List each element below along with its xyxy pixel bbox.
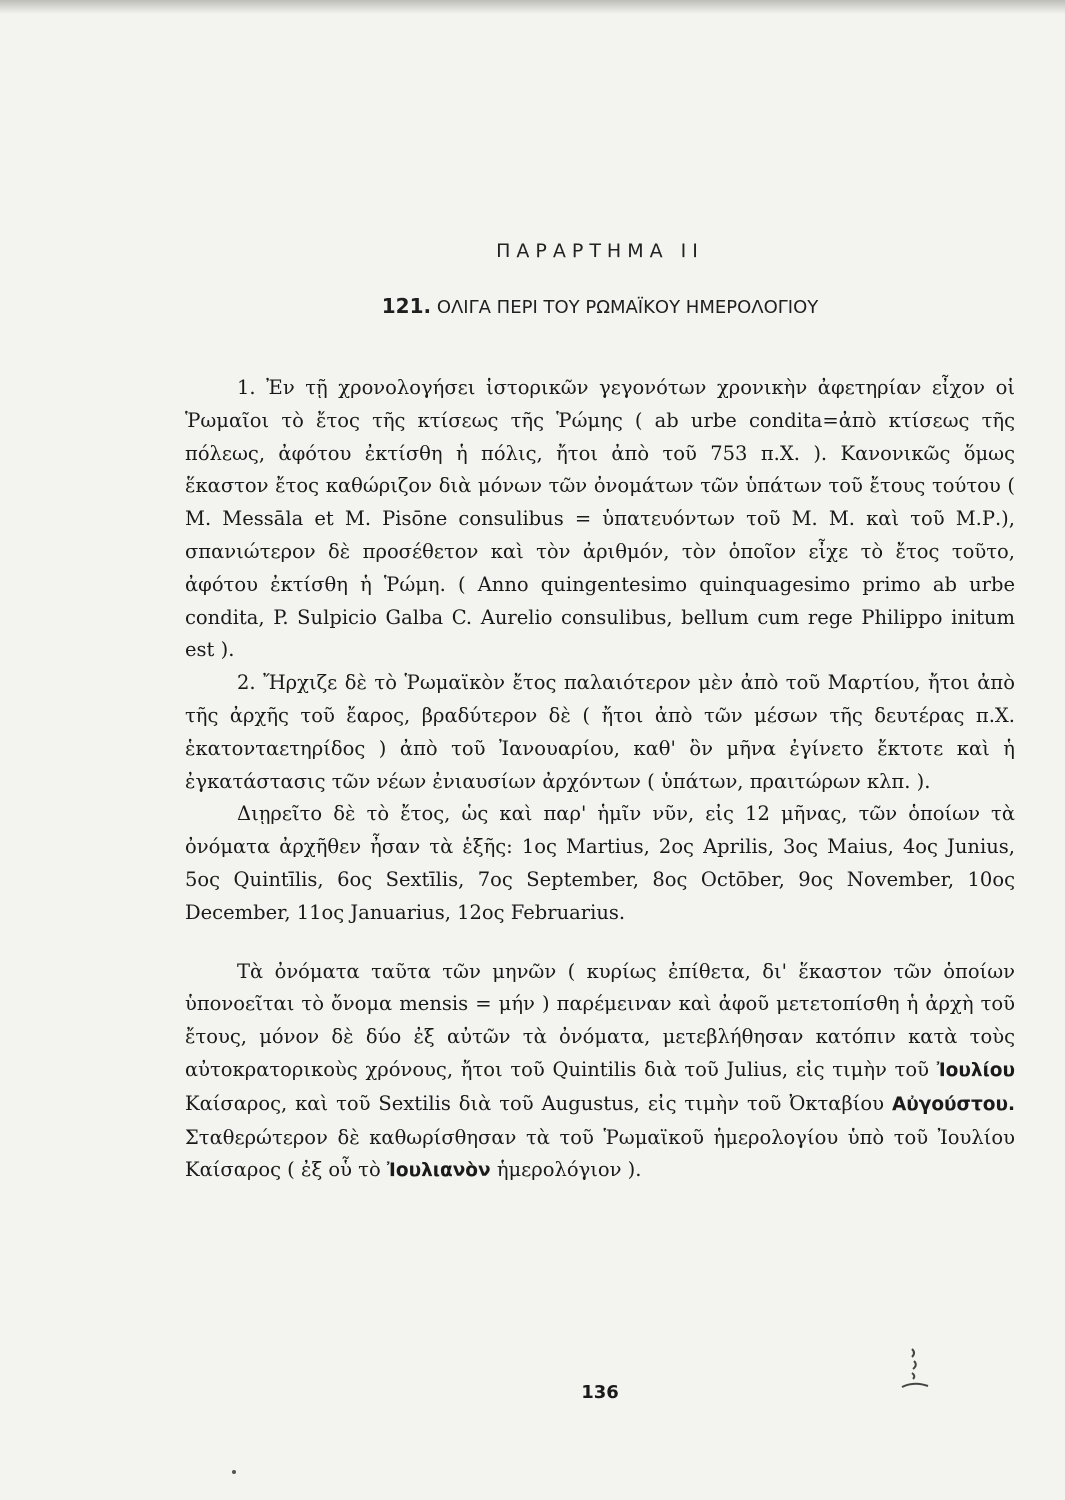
paragraph-4-text-c: Σταθερώτερον δὲ καθωρίσθησαν τὰ τοῦ Ῥωμαϊκοῦ ἡμερολογίου ὑπὸ τοῦ Ἰουλίου Καίσαρος ( ἐξ οὗ τὸ: [185, 1125, 1015, 1182]
paragraph-3: Διῃρεῖτο δὲ τὸ ἔτος, ὡς καὶ παρ' ἡμῖν νῦν, εἰς 12 μῆνας, τῶν ὁποίων τὰ ὀνόματα ἀρχῆθεν ἦσαν τὰ ἑξῆς: 1ος Martius, 2ος Aprilis, 3ος Maius, 4ος Junius, 5ος Quintīlis, 6ος Sextīlis, 7ος September, 8ος Octōber, 9ος November, 10ος December, 11ος Januarius, 12ος Februarius.: [185, 802, 1015, 924]
augustus-emphasis: Αὐγούστου.: [891, 1093, 1015, 1115]
section-number: 121.: [381, 294, 432, 318]
paragraph-4-text-b: Καίσαρος, καὶ τοῦ Sextilis διὰ τοῦ Augustus, εἰς τιμὴν τοῦ Ὀκταβίου: [185, 1091, 884, 1115]
paragraph-1: 1. Ἐν τῇ χρονολογήσει ἱστορικῶν γεγονότων χρονικὴν ἀφετηρίαν εἶχον οἱ Ῥωμαῖοι τὸ ἔτος τῆς κτίσεως τῆς Ῥώμης ( ab urbe condita=ἀπὸ κτίσεως τῆς πόλεως, ἀφότου ἐκτίσθη ἡ πόλις, ἤτοι ἀπὸ τοῦ 753 π.Χ. ). Κανονικῶς ὅμως ἕκαστον ἔτος καθώριζον διὰ μόνων τῶν ὀνομάτων τῶν ὑπάτων τοῦ ἔτους τούτου ( M. Messāla et M. Pisōne consulibus = ὑπατευόντων τοῦ Μ. Μ. καὶ τοῦ Μ.Ρ.), σπανιώτερον δὲ προσέθετον καὶ τὸν ἀριθμόν, τὸν ὁποῖον εἶχε τὸ ἔτος τοῦτο, ἀφότου ἐκτίσθη ἡ Ῥώμη. ( Anno quingentesimo quinquagesimo primo ab urbe condita, P. Sulpicio Galba C. Aurelio consulibus, bellum cum rege Philippo initum est ).: [185, 376, 1015, 662]
dot-mark: [232, 1470, 236, 1474]
paragraph-2: 2. Ἤρχιζε δὲ τὸ Ῥωμαϊκὸν ἔτος παλαιότερον μὲν ἀπὸ τοῦ Μαρτίου, ἤτοι ἀπὸ τῆς ἀρχῆς τοῦ ἔαρος, βραδύτερον δὲ ( ἤτοι ἀπὸ τῶν μέσων τῆς δευτέρας π.Χ. ἑκατονταετηρίδος ) ἀπὸ τοῦ Ἰανουαρίου, καθ' ὃν μῆνα ἐγίνετο ἔκτοτε καὶ ἡ ἐγκατάστασις τῶν νέων ἐνιαυσίων ἀρχόντων ( ὑπάτων, πραιτώρων κλπ. ).: [185, 671, 1015, 793]
ink-mark: [900, 1345, 930, 1390]
body-text: [185, 372, 1015, 1188]
paragraph-4-text-a: Τὰ ὀνόματα ταῦτα τῶν μηνῶν ( κυρίως ἐπίθετα, δι' ἕκαστον τῶν ὁποίων ὑπονοεῖται τὸ ὄνομα mensis = μήν ) παρέμειναν καὶ ἀφοῦ μετετοπίσθη ἡ ἀρχὴ τοῦ ἔτους, μόνον δὲ δύο ἐξ αὐτῶν τὰ ὀνόματα, μετεβλήθησαν κατόπιν κατὰ τοὺς αὐτοκρατορικοὺς χρόνους, ἤτοι τοῦ Quintilis διὰ τοῦ Julius, εἰς τιμὴν τοῦ: [185, 959, 1015, 1081]
julius-emphasis: Ἰουλίου: [936, 1059, 1015, 1081]
paragraph-4-text-d: ἡμερολόγιον ).: [496, 1158, 642, 1182]
appendix-title: ΠΑΡΑΡΤΗΜΑ ΙΙ: [496, 240, 704, 262]
julian-emphasis: Ἰουλιανὸν: [386, 1160, 491, 1182]
book-page: [185, 0, 1015, 1500]
paragraph-4: [185, 956, 1015, 1189]
section-title: ΟΛΙΓΑ ΠΕΡΙ ΤΟΥ ΡΩΜΑΪΚΟΥ ΗΜΕΡΟΛΟΓΙΟΥ: [436, 297, 819, 318]
section-heading: [185, 294, 1015, 318]
page-number: 136: [581, 1382, 619, 1403]
